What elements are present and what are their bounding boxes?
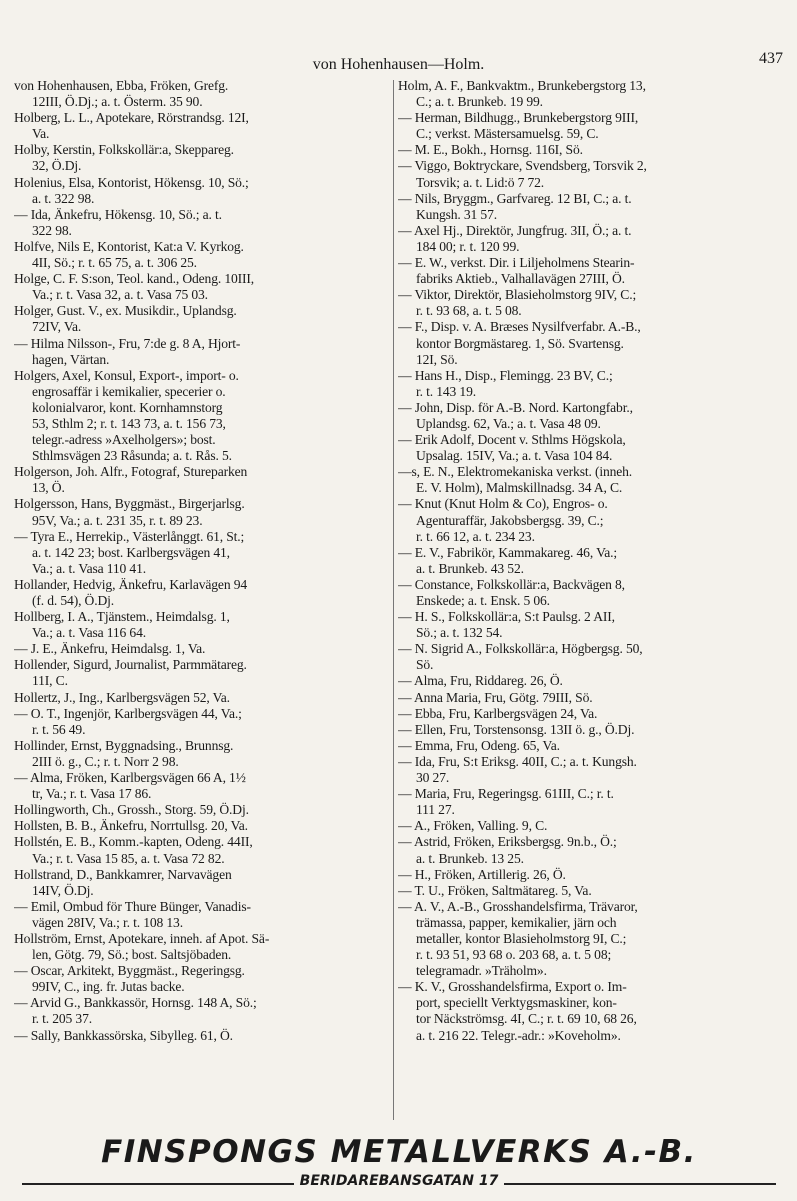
directory-line: — F., Disp. v. A. Bræses Nysilfverfabr. A.-B., (398, 319, 641, 335)
directory-line: — Viggo, Boktryckare, Svendsberg, Torsvik 2, (398, 158, 647, 174)
directory-line: — J. E., Änkefru, Heimdalsg. 1, Va. (14, 641, 206, 657)
column-divider (393, 80, 394, 1120)
directory-line: — Alma, Fru, Riddareg. 26, Ö. (398, 673, 563, 689)
directory-line: Hollsten, B. B., Änkefru, Norrtullsg. 20, Va. (14, 818, 248, 834)
directory-line: Holenius, Elsa, Kontorist, Hökensg. 10, Sö.; (14, 174, 249, 190)
advertisement-address: BERIDAREBANSGATAN 17 (294, 1173, 505, 1189)
directory-line: von Hohenhausen, Ebba, Fröken, Grefg. (14, 78, 229, 93)
directory-line: Holm, A. F., Bankvaktm., Brunkebergstorg 13, (398, 78, 646, 93)
directory-line: a. t. 216 22. Telegr.-adr.: »Koveholm». (416, 1027, 621, 1043)
directory-line: hagen, Värtan. (32, 351, 110, 367)
directory-line: — Anna Maria, Fru, Götg. 79III, Sö. (398, 689, 593, 705)
directory-line: 2III ö. g., C.; r. t. Norr 2 98. (32, 753, 179, 769)
directory-line: — John, Disp. för A.-B. Nord. Kartongfabr., (398, 399, 633, 415)
directory-line: r. t. 66 12, a. t. 234 23. (416, 528, 535, 544)
directory-line: — Erik Adolf, Docent v. Sthlms Högskola, (398, 432, 626, 448)
directory-line: Hollberg, I. A., Tjänstem., Heimdalsg. 1, (14, 609, 230, 625)
directory-line: — Nils, Bryggm., Garfvareg. 12 BI, C.; a. t. (398, 190, 632, 206)
advertisement-company: FINSPONGS METALLVERKS A.-B. (101, 1134, 697, 1170)
directory-line: — Maria, Fru, Regeringsg. 61III, C.; r. t. (398, 786, 614, 802)
directory-line: telegr.-adress »Axelholgers»; bost. (32, 432, 216, 448)
directory-line: Hollinder, Ernst, Byggnadsing., Brunnsg. (14, 737, 234, 753)
directory-line: a. t. 322 98. (32, 190, 95, 206)
directory-line: Holger, Gust. V., ex. Musikdir., Uplandsg. (14, 303, 237, 319)
directory-line: — Ellen, Fru, Torstensonsg. 13II ö. g., Ö.Dj. (398, 721, 635, 737)
directory-line: — A., Fröken, Valling. 9, C. (398, 818, 548, 834)
directory-line: — K. V., Grosshandelsfirma, Export o. Im- (398, 979, 627, 995)
directory-line: Uplandsg. 62, Va.; a. t. Vasa 48 09. (416, 415, 601, 431)
directory-line: r. t. 205 37. (32, 1011, 92, 1027)
directory-line: Agenturaffär, Jakobsbergsg. 39, C.; (416, 512, 604, 528)
directory-line: — E. V., Fabrikör, Kammakareg. 46, Va.; (398, 544, 618, 560)
directory-line: Torsvik; a. t. Lid:ö 7 72. (416, 174, 545, 190)
directory-line: Hollingworth, Ch., Grossh., Storg. 59, Ö.Dj. (14, 802, 249, 818)
directory-line: — Knut (Knut Holm & Co), Engros- o. (398, 496, 608, 512)
directory-line: — Arvid G., Bankkassör, Hornsg. 148 A, Sö.; (14, 995, 257, 1011)
directory-line: kolonialvaror, kont. Kornhamnstorg (32, 399, 223, 415)
directory-line: C.; verkst. Mästersamuelsg. 59, C. (416, 126, 599, 142)
directory-line: engrosaffär i kemikalier, specerier o. (32, 383, 226, 399)
directory-line: — N. Sigrid A., Folkskollär:a, Högbergsg. 50, (398, 641, 643, 657)
directory-line: — Astrid, Fröken, Eriksbergsg. 9n.b., Ö.; (398, 834, 617, 850)
advertisement-address-wrap (14, 1173, 784, 1189)
directory-line: Holberg, L. L., Apotekare, Rörstrandsg. 12I, (14, 110, 249, 126)
directory-line: 322 98. (32, 222, 72, 238)
running-head: von Hohenhausen—Holm. (312, 56, 485, 73)
directory-line: Hollstén, E. B., Komm.-kapten, Odeng. 44II, (14, 834, 253, 850)
page-number: 437 (759, 50, 783, 67)
directory-line: r. t. 56 49. (32, 721, 86, 737)
directory-line: Sö. (416, 657, 434, 673)
directory-line: Hollstrand, D., Bankkamrer, Narvavägen (14, 866, 232, 882)
directory-line: — Hilma Nilsson-, Fru, 7:de g. 8 A, Hjort- (14, 335, 241, 351)
directory-line: — Ida, Änkefru, Hökensg. 10, Sö.; a. t. (14, 206, 222, 222)
directory-line: — O. T., Ingenjör, Karlbergsvägen 44, Va.; (14, 705, 242, 721)
directory-line: — Viktor, Direktör, Blasieholmstorg 9IV, C.; (398, 287, 637, 303)
directory-line: Holgerson, Joh. Alfr., Fotograf, Stureparken (14, 464, 248, 480)
directory-line: Sö.; a. t. 132 54. (416, 625, 503, 641)
directory-line: Hollander, Hedvig, Änkefru, Karlavägen 94 (14, 576, 248, 592)
directory-line: Hollström, Ernst, Apotekare, inneh. af Apot. Sä- (14, 930, 270, 946)
directory-line: Va.; a. t. Vasa 110 41. (32, 560, 146, 576)
directory-line: Holge, C. F. S:son, Teol. kand., Odeng. 10III, (14, 271, 255, 287)
directory-line: Va.; r. t. Vasa 15 85, a. t. Vasa 72 82. (32, 850, 225, 866)
directory-line: — Sally, Bankkassörska, Sibylleg. 61, Ö. (14, 1027, 233, 1043)
advertisement-rule (14, 1173, 784, 1198)
directory-line: Holby, Kerstin, Folkskollär:a, Skeppareg. (14, 142, 234, 158)
directory-line: — Herman, Bildhugg., Brunkebergstorg 9III, (398, 110, 639, 126)
directory-line: port, speciellt Verktygsmaskiner, kon- (416, 995, 617, 1011)
directory-line: — Tyra E., Herrekip., Västerlånggt. 61, St.; (14, 528, 245, 544)
directory-line: 4II, Sö.; r. t. 65 75, a. t. 306 25. (32, 255, 197, 271)
directory-line: — Oscar, Arkitekt, Byggmäst., Regeringsg. (14, 963, 245, 979)
directory-line: a. t. Brunkeb. 43 52. (416, 560, 524, 576)
directory-line: — Ida, Fru, S:t Eriksg. 40II, C.; a. t. Kungsh. (398, 753, 637, 769)
directory-line: 32, Ö.Dj. (32, 158, 82, 174)
directory-line: Holgersson, Hans, Byggmäst., Birgerjarlsg. (14, 496, 245, 512)
directory-line: — Alma, Fröken, Karlbergsvägen 66 A, 1½ (14, 770, 246, 786)
directory-line: r. t. 93 68, a. t. 5 08. (416, 303, 522, 319)
directory-line: 99IV, C., ing. fr. Jutas backe. (32, 979, 185, 995)
left-column (14, 78, 390, 1044)
directory-line: Holgers, Axel, Konsul, Export-, import- o. (14, 367, 239, 383)
directory-line: — M. E., Bokh., Hornsg. 116I, Sö. (398, 142, 583, 158)
directory-line: Hollertz, J., Ing., Karlbergsvägen 52, Va. (14, 689, 230, 705)
directory-line: —s, E. N., Elektromekaniska verkst. (inneh. (398, 464, 633, 480)
directory-line: 11I, C. (32, 673, 68, 689)
directory-line: 12I, Sö. (416, 351, 458, 367)
directory-line: 30 27. (416, 770, 450, 786)
directory-line: (f. d. 54), Ö.Dj. (32, 593, 115, 608)
directory-line: — Axel Hj., Direktör, Jungfrug. 3II, Ö.; a. t. (398, 222, 632, 238)
directory-line: 72IV, Va. (32, 319, 82, 335)
directory-line: Hollender, Sigurd, Journalist, Parmmätareg. (14, 657, 247, 673)
advertisement-banner (14, 1104, 784, 1198)
directory-line: — A. V., A.-B., Grosshandelsfirma, Trävaror, (398, 898, 638, 914)
directory-line: — H. S., Folkskollär:a, S:t Paulsg. 2 AII, (398, 609, 615, 625)
directory-line: len, Götg. 79, Sö.; bost. Saltsjöbaden. (32, 947, 232, 963)
directory-line: 13, Ö. (32, 480, 65, 496)
directory-line: 14IV, Ö.Dj. (32, 882, 94, 898)
right-column (398, 78, 790, 1044)
directory-line: — E. W., verkst. Dir. i Liljeholmens Stearin- (398, 255, 635, 271)
directory-line: a. t. 142 23; bost. Karlbergsvägen 41, (32, 544, 230, 560)
directory-line: Enskede; a. t. Ensk. 5 06. (416, 593, 550, 608)
directory-line: Upsalag. 15IV, Va.; a. t. Vasa 104 84. (416, 448, 613, 464)
directory-line: tor Näckströmsg. 4I, C.; r. t. 69 10, 68 26, (416, 1011, 637, 1027)
directory-line: kontor Borgmästareg. 1, Sö. Svartensg. (416, 335, 624, 351)
directory-line: 12III, Ö.Dj.; a. t. Österm. 35 90. (32, 94, 203, 110)
directory-line: — Ebba, Fru, Karlbergsvägen 24, Va. (398, 705, 598, 721)
directory-line: Sthlmsvägen 23 Råsunda; a. t. Rås. 5. (32, 448, 232, 464)
directory-line: 111 27. (416, 802, 455, 818)
directory-line: — Hans H., Disp., Flemingg. 23 BV, C.; (398, 367, 613, 383)
directory-line: C.; a. t. Brunkeb. 19 99. (416, 94, 543, 110)
directory-line: vägen 28IV, Va.; r. t. 108 13. (32, 914, 183, 930)
directory-line: — H., Fröken, Artillerig. 26, Ö. (398, 866, 566, 882)
directory-line: r. t. 143 19. (416, 383, 476, 399)
directory-line: Holfve, Nils E, Kontorist, Kat:a V. Kyrkog. (14, 238, 244, 254)
directory-line: — Emma, Fru, Odeng. 65, Va. (398, 737, 560, 753)
directory-line: fabriks Aktieb., Valhallavägen 27III, Ö. (416, 271, 625, 287)
page-header (0, 50, 797, 76)
directory-line: Va.; a. t. Vasa 116 64. (32, 625, 146, 641)
directory-line: telegramadr. »Träholm». (416, 963, 547, 979)
directory-line: tr, Va.; r. t. Vasa 17 86. (32, 786, 152, 802)
directory-line: trämassa, papper, kemikalier, järn och (416, 914, 617, 930)
directory-line: E. V. Holm), Malmskillnadsg. 34 A, C. (416, 480, 623, 496)
directory-line: — T. U., Fröken, Saltmätareg. 5, Va. (398, 882, 592, 898)
directory-line: metaller, kontor Blasieholmstorg 9I, C.; (416, 930, 627, 946)
directory-line: — Emil, Ombud för Thure Bünger, Vanadis- (14, 898, 251, 914)
directory-line: Kungsh. 31 57. (416, 206, 497, 222)
directory-line: Va.; r. t. Vasa 32, a. t. Vasa 75 03. (32, 287, 208, 303)
directory-line: 95V, Va.; a. t. 231 35, r. t. 89 23. (32, 512, 203, 528)
directory-line: — Constance, Folkskollär:a, Backvägen 8, (398, 576, 625, 592)
directory-line: Va. (32, 126, 50, 142)
directory-line: 184 00; r. t. 120 99. (416, 238, 520, 254)
directory-line: 53, Sthlm 2; r. t. 143 73, a. t. 156 73, (32, 415, 226, 431)
directory-line: r. t. 93 51, 93 68 o. 203 68, a. t. 5 08; (416, 947, 612, 963)
directory-line: a. t. Brunkeb. 13 25. (416, 850, 524, 866)
